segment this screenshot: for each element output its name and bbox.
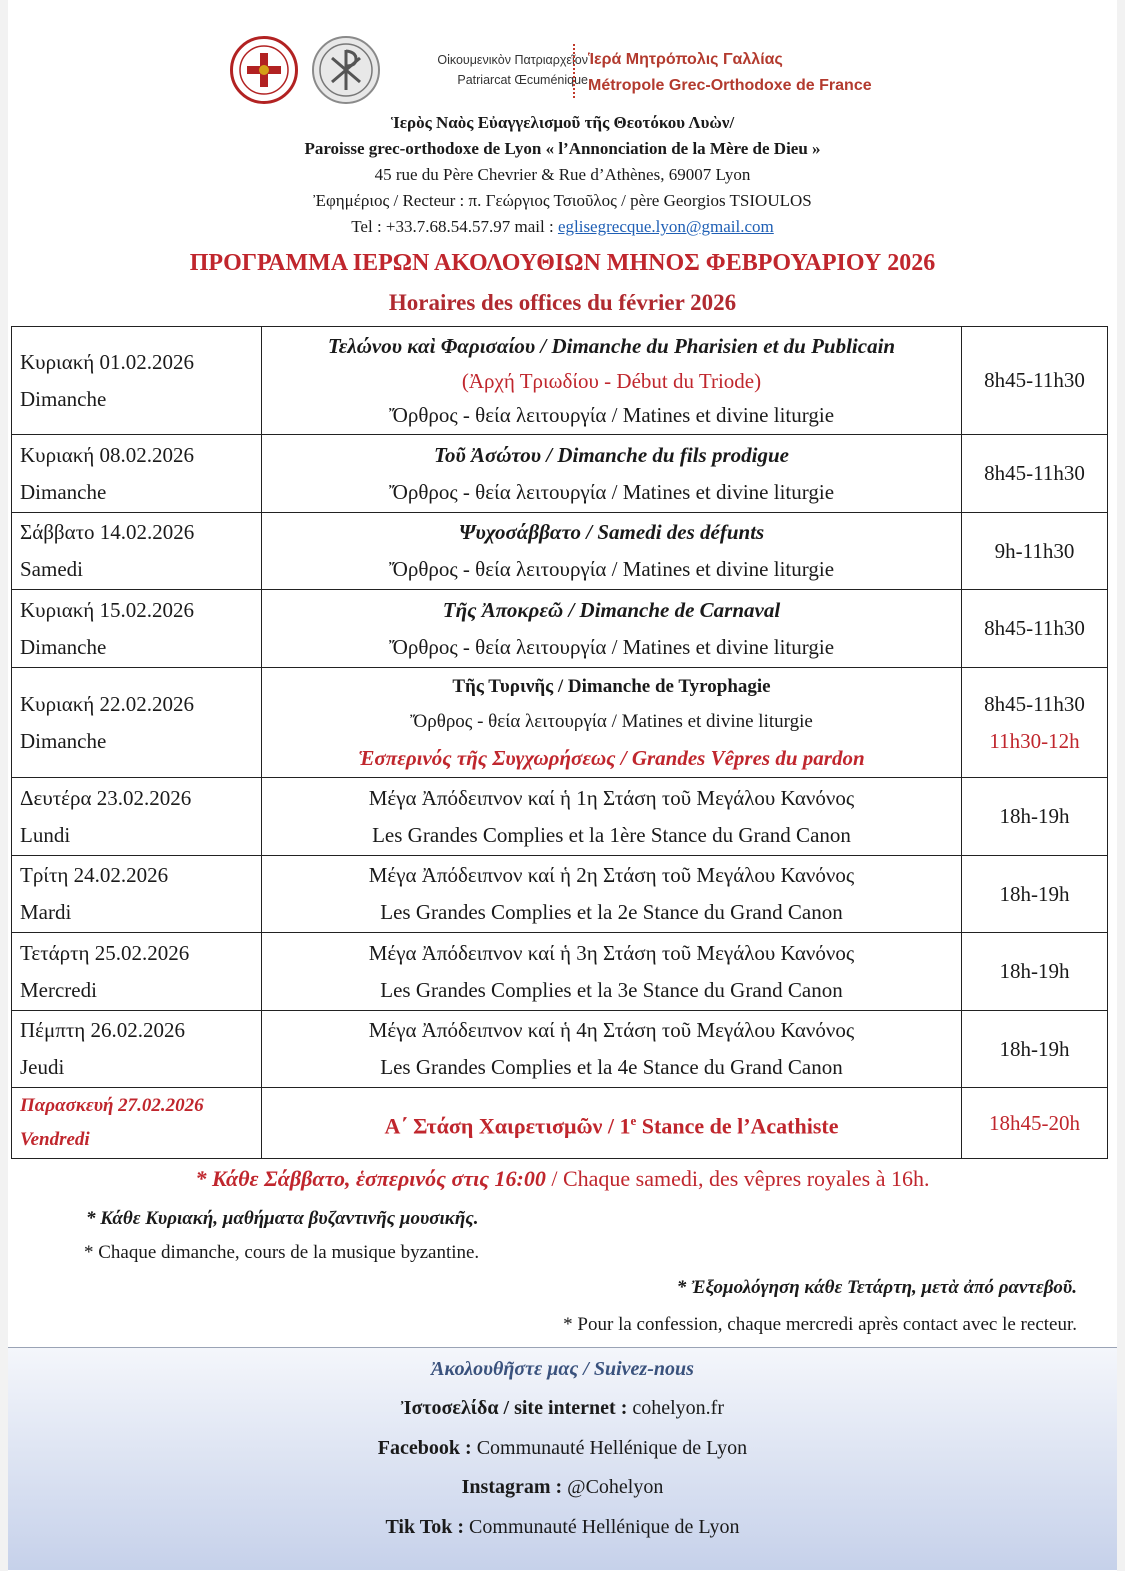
office-cell: [262, 933, 962, 1011]
office-title-b: Stance de l’Acathiste: [636, 1113, 839, 1139]
patriarchate-text: [378, 50, 588, 90]
day-gr: Πέμπτη 26.02.2026: [20, 1018, 186, 1042]
footer-instagram: Instagram : @Cohelyon: [461, 1476, 664, 1498]
time-cell: 8h45-11h30: [962, 327, 1108, 435]
metropolis-gr: Ἱερά Μητρόπολις Γαλλίας: [588, 51, 783, 68]
day-fr: Samedi: [20, 557, 83, 581]
time-cell: [962, 668, 1108, 778]
day-fr: Mercredi: [20, 977, 97, 1002]
office-service: Ὄρθρος - θεία λειτουργία / Matines et divine liturgie: [388, 557, 835, 581]
office-cell: [262, 1088, 962, 1159]
day-fr: Lundi: [20, 822, 71, 847]
note-saturday-vespers: * Κάθε Σάββατο, ἑσπερινός στις 16:00 / Chaque samedi, des vêpres royales à 16h.: [195, 1166, 930, 1191]
title-french: Horaires des offices du février 2026: [388, 290, 737, 315]
parish-info: [8, 110, 1117, 240]
table-row: [12, 435, 1108, 513]
table-row: [12, 513, 1108, 590]
parish-address: 45 rue du Père Chevrier & Rue d’Athènes, 69007 Lyon: [374, 165, 751, 184]
office-title: Μέγα Ἀπόδειπνον καί ἡ 1η Στάση τοῦ Μεγάλου Κανόνος: [368, 785, 855, 810]
day-fr: Jeudi: [20, 1055, 65, 1079]
day-cell: [12, 933, 262, 1011]
office-title-a: Α΄ Στάση Χαιρετισμῶν / 1: [384, 1113, 631, 1139]
follow-us-heading: Ἀκολουθῆστε μας / Suivez-nous: [431, 1358, 694, 1380]
facebook-link[interactable]: Communauté Hellénique de Lyon: [471, 1437, 748, 1459]
parish-name-gr: Ἱερὸς Ναὸς Εὐαγγελισμοῦ τῆς Θεοτόκου Λυὼν/: [390, 113, 735, 132]
day-fr: Dimanche: [20, 386, 107, 411]
day-gr: Κυριακή 08.02.2026: [20, 442, 195, 467]
note-confession-fr: * Pour la confession, chaque mercredi après contact avec le recteur.: [563, 1314, 1077, 1335]
footer-tiktok: Tik Tok : Communauté Hellénique de Lyon: [385, 1516, 740, 1538]
office-service: Ὄρθρος - θεία λειτουργία / Matines et divine liturgie: [388, 402, 835, 427]
day-fr: Mardi: [20, 900, 72, 924]
day-fr: Dimanche: [20, 479, 107, 504]
day-gr: Σάββατο 14.02.2026: [20, 520, 195, 544]
title-greek: ΠΡΟΓΡΑΜΜΑ ΙΕΡΩΝ ΑΚΟΛΟΥΘΙΩΝ ΜΗΝΟΣ ΦΕΒΡΟΥΑΡΙΟΥ 2026: [189, 250, 936, 276]
office-title-sup: e: [630, 1112, 637, 1128]
office-title: Τῆς Ἀποκρεῶ / Dimanche de Carnaval: [442, 597, 781, 622]
day-cell: [12, 327, 262, 435]
note-music-fr: * Chaque dimanche, cours de la musique byzantine.: [84, 1242, 480, 1263]
table-row: [12, 778, 1108, 856]
office-title: Ψυχοσάββατο / Samedi des défunts: [458, 520, 765, 544]
day-gr: Τετάρτη 25.02.2026: [20, 940, 190, 965]
parish-name-fr: Paroisse grec-orthodoxe de Lyon « l’Annonciation de la Mère de Dieu »: [304, 139, 821, 158]
table-row: [12, 1088, 1108, 1159]
office-title: Μέγα Ἀπόδειπνον καί ἡ 2η Στάση τοῦ Μεγάλου Κανόνος: [368, 863, 855, 887]
note-confession-gr: * Ἐξομολόγηση κάθε Τετάρτη, μετὰ ἀπό ραντεβοῦ.: [676, 1277, 1077, 1298]
table-row: [12, 668, 1108, 778]
table-row: [12, 1011, 1108, 1088]
time-cell: 8h45-11h30: [962, 590, 1108, 668]
page: [8, 0, 1117, 1571]
office-title: Τῆς Τυρινῆς / Dimanche de Tyrophagie: [452, 675, 771, 697]
day-gr: Κυριακή 22.02.2026: [20, 691, 195, 716]
day-gr: Κυριακή 01.02.2026: [20, 349, 195, 374]
office-cell: [262, 856, 962, 933]
patriarchate-gr: Οἰκουμενικὸν Πατριαρχεῖον: [437, 53, 588, 67]
parish-contact: [8, 214, 1117, 240]
day-gr: Παρασκευή 27.02.2026: [20, 1095, 204, 1116]
day-fr: Dimanche: [20, 728, 107, 753]
note-music-gr: * Κάθε Κυριακή, μαθήματα βυζαντινῆς μουσικῆς.: [86, 1208, 479, 1229]
day-cell: [12, 435, 262, 513]
footer-facebook: Facebook : Communauté Hellénique de Lyon: [377, 1437, 748, 1459]
office-cell: [262, 590, 962, 668]
time-vespers: 11h30-12h: [989, 728, 1080, 753]
header-divider: [573, 44, 575, 98]
table-row: [12, 327, 1108, 435]
time-cell: 18h45-20h: [962, 1088, 1108, 1159]
office-service: Ὄρθρος - θεία λειτουργία / Matines et divine liturgie: [388, 634, 835, 659]
day-cell: [12, 590, 262, 668]
patriarchate-fr: Patriarcat Œcuménique: [457, 73, 588, 87]
office-title: Τοῦ Ἀσώτου / Dimanche du fils prodigue: [434, 442, 789, 467]
office-cell: [262, 1011, 962, 1088]
time-main: 8h45-11h30: [984, 691, 1085, 716]
day-cell: [12, 668, 262, 778]
instagram-link[interactable]: @Cohelyon: [562, 1476, 664, 1498]
metropolis-fr: Métropole Grec-Orthodoxe de France: [588, 77, 872, 94]
footer-social: [8, 1347, 1117, 1570]
time-cell: 8h45-11h30: [962, 435, 1108, 513]
website-link[interactable]: cohelyon.fr: [627, 1397, 725, 1419]
day-cell: [12, 513, 262, 590]
schedule-table: [11, 326, 1108, 1159]
time-cell: 18h-19h: [962, 933, 1108, 1011]
day-fr: Vendredi: [20, 1129, 90, 1150]
day-gr: Κυριακή 15.02.2026: [20, 597, 195, 622]
chi-rho-seal-icon: [312, 36, 380, 104]
time-cell: 18h-19h: [962, 778, 1108, 856]
day-gr: Δευτέρα 23.02.2026: [20, 785, 192, 810]
office-service: Les Grandes Complies et la 1ère Stance du Grand Canon: [372, 822, 851, 847]
office-service: Les Grandes Complies et la 2e Stance du Grand Canon: [380, 900, 843, 924]
office-cell: [262, 435, 962, 513]
office-service: Les Grandes Complies et la 3e Stance du Grand Canon: [380, 977, 843, 1002]
day-cell: [12, 1011, 262, 1088]
parish-rector: Ἐφημέριος / Recteur : π. Γεώργιος Τσιοῦλος / père Georgios TSIOULOS: [313, 191, 812, 210]
patriarchate-seal-icon: [230, 36, 298, 104]
office-cell: [262, 778, 962, 856]
office-service: Ὄρθρος - θεία λειτουργία / Matines et divine liturgie: [410, 710, 813, 732]
office-cell: [262, 513, 962, 590]
table-row: [12, 856, 1108, 933]
office-service: Les Grandes Complies et la 4e Stance du Grand Canon: [380, 1055, 843, 1079]
tiktok-link[interactable]: Communauté Hellénique de Lyon: [464, 1516, 740, 1538]
office-note: (Ἀρχή Τριωδίου - Début du Triode): [461, 368, 762, 393]
office-cell: [262, 668, 962, 778]
phone-text: Tel : +33.7.68.54.57.97 mail :: [351, 217, 558, 236]
day-fr: Dimanche: [20, 634, 107, 659]
time-cell: 9h-11h30: [962, 513, 1108, 590]
office-cell: [262, 327, 962, 435]
day-gr: Τρίτη 24.02.2026: [20, 863, 169, 887]
time-cell: 18h-19h: [962, 1011, 1108, 1088]
email-link[interactable]: eglisegrecque.lyon@gmail.com: [557, 217, 774, 236]
office-title: Μέγα Ἀπόδειπνον καί ἡ 3η Στάση τοῦ Μεγάλου Κανόνος: [368, 940, 855, 965]
table-row: [12, 933, 1108, 1011]
day-cell: [12, 1088, 262, 1159]
day-cell: [12, 778, 262, 856]
office-title: Τελώνου καὶ Φαρισαίου / Dimanche du Pharisien et du Publicain: [327, 333, 896, 358]
time-cell: 18h-19h: [962, 856, 1108, 933]
day-cell: [12, 856, 262, 933]
metropolis-text: [588, 47, 872, 99]
office-vespers: Ἑσπερινός τῆς Συγχωρήσεως / Grandes Vêpres du pardon: [358, 745, 865, 770]
table-row: [12, 590, 1108, 668]
footer-website: Ἰστοσελίδα / site internet : cohelyon.fr: [400, 1397, 725, 1419]
office-title: Μέγα Ἀπόδειπνον καί ἡ 4η Στάση τοῦ Μεγάλου Κανόνος: [368, 1018, 855, 1042]
office-service: Ὄρθρος - θεία λειτουργία / Matines et divine liturgie: [388, 479, 835, 504]
